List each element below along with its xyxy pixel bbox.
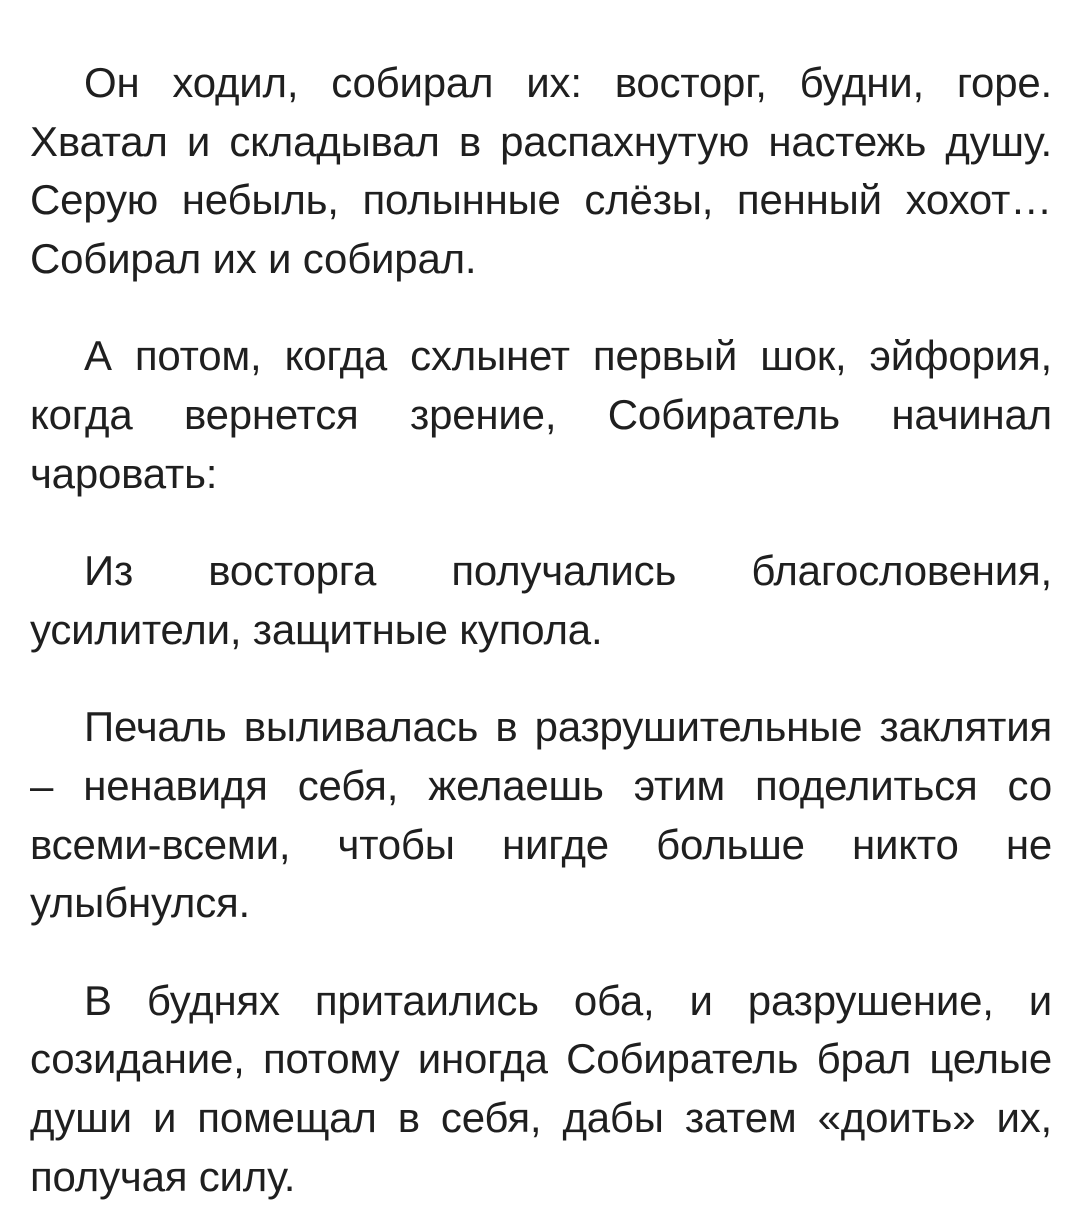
paragraph: А потом, когда схлынет первый шок, эйфория, когда вернется зрение, Собиратель начинал чаровать:: [30, 332, 1052, 497]
paragraph: В буднях притаились оба, и разрушение, и созидание, потому иногда Собиратель брал целые души и помещал в себя, дабы затем «доить» их, получая силу.: [30, 976, 1052, 1200]
paragraph: Из восторга получались благословения, усилители, защитные купола.: [30, 547, 1052, 653]
paragraph: Печаль выливалась в разрушительные заклятия – ненавидя себя, желаешь этим поделиться со всеми-всеми, чтобы нигде больше никто не улыбнулся.: [30, 703, 1052, 927]
paragraph: Он ходил, собирал их: восторг, будни, горе. Хватал и складывал в распахнутую настежь душу. Серую небыль, полынные слёзы, пенный хохот… Собирал их и собирал.: [30, 59, 1052, 282]
reader-text-body: [30, 54, 1052, 1206]
